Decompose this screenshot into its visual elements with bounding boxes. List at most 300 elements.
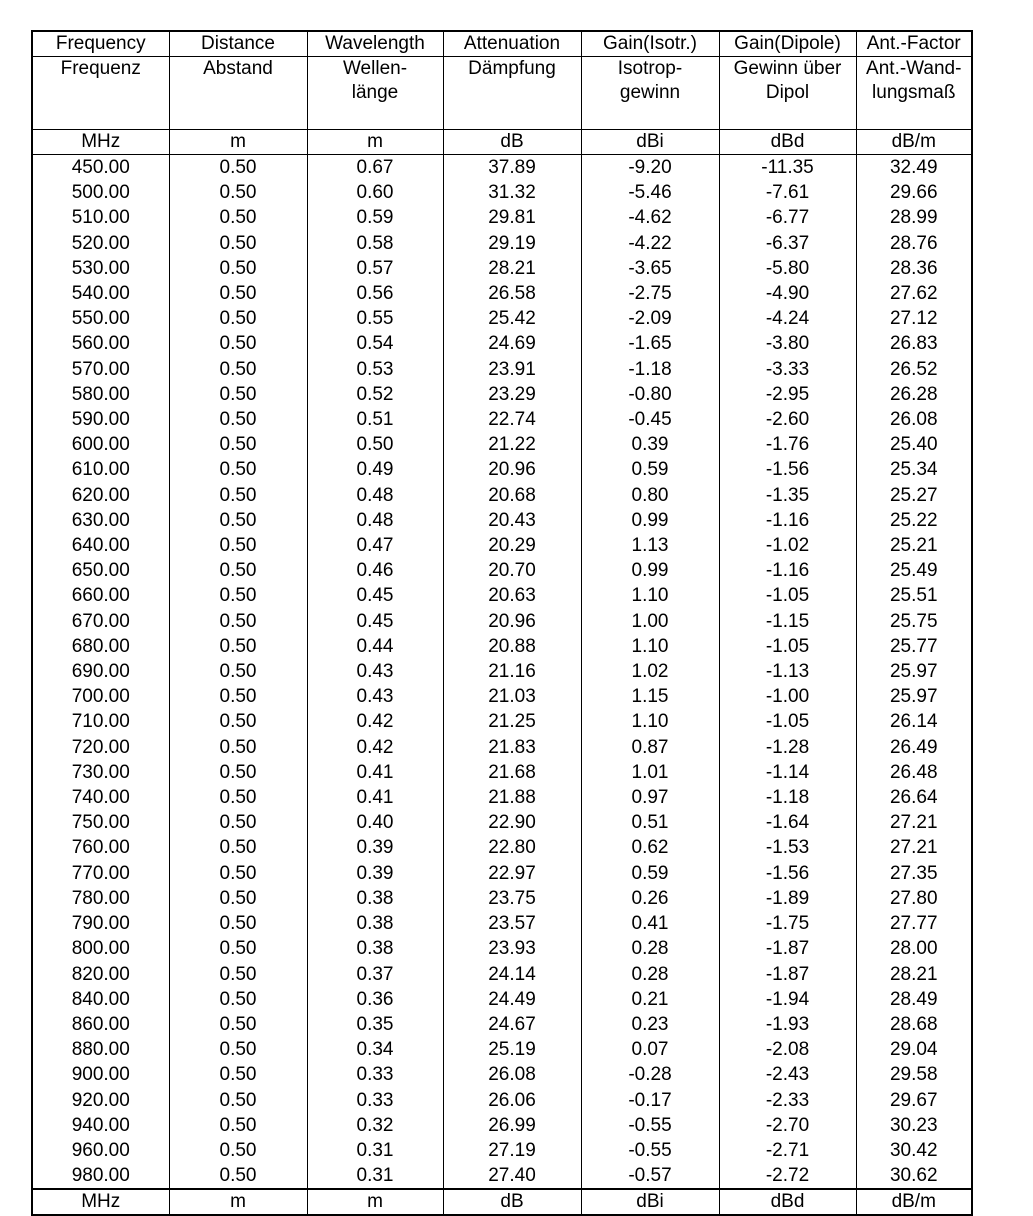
table-cell: -1.53	[719, 835, 856, 860]
table-cell: 23.91	[443, 357, 581, 382]
table-row	[33, 760, 971, 785]
table-cell: 900.00	[71, 1064, 130, 1086]
table-cell: 0.43	[307, 684, 443, 709]
table-cell: -1.56	[719, 861, 856, 886]
table-cell: 0.62	[581, 835, 719, 860]
table-row	[33, 432, 971, 457]
table-row	[33, 785, 971, 810]
table-cell: 1.02	[581, 659, 719, 684]
table-cell: 32.49	[856, 155, 971, 181]
table-cell: 0.50	[169, 684, 307, 709]
table-cell: 0.50	[169, 709, 307, 734]
column-header-german	[443, 57, 581, 130]
table-cell: 590.00	[71, 409, 130, 431]
table-cell: 820.00	[71, 963, 130, 985]
table-cell: 0.39	[307, 835, 443, 860]
table-cell: 640.00	[71, 535, 130, 557]
table-cell: -1.64	[719, 810, 856, 835]
table-cell: 0.28	[581, 936, 719, 961]
table-cell: 25.27	[856, 483, 971, 508]
unit-cell: m	[307, 1189, 443, 1214]
column-header-german	[307, 57, 443, 130]
table-cell: -2.33	[719, 1088, 856, 1113]
table-cell: -1.87	[719, 936, 856, 961]
column-header-german-line: gewinn	[619, 82, 681, 103]
table-cell: 0.50	[307, 432, 443, 457]
table-cell: -0.80	[581, 382, 719, 407]
unit-cell: dB/m	[856, 1189, 971, 1214]
table-cell: -1.89	[719, 886, 856, 911]
table-cell: -5.46	[581, 180, 719, 205]
table-cell: 24.67	[443, 1012, 581, 1037]
table-cell: 25.77	[856, 634, 971, 659]
table-cell: 0.50	[169, 1138, 307, 1163]
table-cell: 20.96	[443, 457, 581, 482]
table-cell: -2.43	[719, 1062, 856, 1087]
table-row	[33, 205, 971, 230]
table-cell: 650.00	[71, 560, 130, 582]
table-cell: -1.75	[719, 911, 856, 936]
column-header: Attenuation	[443, 32, 581, 57]
table-cell: 880.00	[71, 1039, 130, 1061]
table-row	[33, 861, 971, 886]
column-header-german-line: länge	[351, 82, 399, 103]
table-cell: 20.63	[443, 583, 581, 608]
unit-cell: dBd	[719, 1189, 856, 1214]
unit-cell: MHz	[33, 1189, 169, 1214]
table-cell: 0.47	[307, 533, 443, 558]
table-cell: 0.50	[169, 936, 307, 961]
table-cell: 29.66	[856, 180, 971, 205]
table-cell: 980.00	[71, 1165, 130, 1187]
table-cell: 0.43	[307, 659, 443, 684]
table-cell: 25.75	[856, 609, 971, 634]
table-cell: -7.61	[719, 180, 856, 205]
table-cell: 0.67	[307, 155, 443, 181]
table-cell: 0.39	[307, 861, 443, 886]
unit-cell: dBi	[581, 1189, 719, 1214]
table-cell: 29.19	[443, 231, 581, 256]
table-cell: 0.42	[307, 709, 443, 734]
table-cell: 0.50	[169, 735, 307, 760]
table-row	[33, 709, 971, 734]
table-cell: 500.00	[71, 182, 130, 204]
table-cell: 0.46	[307, 558, 443, 583]
table-cell: 960.00	[71, 1139, 130, 1161]
table-cell: 0.41	[581, 911, 719, 936]
table-cell: 1.10	[581, 709, 719, 734]
table-cell: -1.05	[719, 709, 856, 734]
table-row	[33, 533, 971, 558]
table-row	[33, 483, 971, 508]
table-cell: 0.80	[581, 483, 719, 508]
table-cell: 710.00	[71, 711, 130, 733]
table-cell: 28.76	[856, 231, 971, 256]
table-cell: 0.51	[581, 810, 719, 835]
table-cell: 20.43	[443, 508, 581, 533]
table-cell: 0.50	[169, 256, 307, 281]
table-cell: 940.00	[71, 1114, 130, 1136]
table-cell: 0.50	[169, 861, 307, 886]
table-cell: 0.50	[169, 583, 307, 608]
table-cell: 25.34	[856, 457, 971, 482]
table-cell: 0.50	[169, 281, 307, 306]
table-cell: 0.26	[581, 886, 719, 911]
table-cell: -1.00	[719, 684, 856, 709]
unit-cell: dBd	[719, 130, 856, 155]
table-cell: 27.21	[856, 810, 971, 835]
table-cell: 25.49	[856, 558, 971, 583]
table-cell: 0.50	[169, 785, 307, 810]
table-cell: 27.80	[856, 886, 971, 911]
table-cell: 1.10	[581, 583, 719, 608]
table-cell: -1.05	[719, 634, 856, 659]
table-cell: 0.50	[169, 911, 307, 936]
table-cell: 0.33	[307, 1088, 443, 1113]
column-header-german-line: Gewinn über	[733, 58, 842, 79]
table-cell: 21.03	[443, 684, 581, 709]
table-cell: 22.80	[443, 835, 581, 860]
table-cell: 0.50	[169, 609, 307, 634]
table-row	[33, 558, 971, 583]
table-cell: 26.28	[856, 382, 971, 407]
table-row	[33, 936, 971, 961]
table-cell: 800.00	[71, 938, 130, 960]
table-cell: 0.50	[169, 231, 307, 256]
table-cell: 0.49	[307, 457, 443, 482]
table-row	[33, 508, 971, 533]
table-cell: -1.87	[719, 962, 856, 987]
table-row	[33, 457, 971, 482]
table-cell: 0.50	[169, 1113, 307, 1138]
unit-cell: m	[169, 130, 307, 155]
table-cell: 530.00	[71, 257, 130, 279]
table-cell: 690.00	[71, 661, 130, 683]
column-header: Distance	[169, 32, 307, 57]
table-cell: 0.50	[169, 760, 307, 785]
table-cell: -1.35	[719, 483, 856, 508]
unit-cell: dBi	[581, 130, 719, 155]
table-cell: 28.00	[856, 936, 971, 961]
table-cell: 0.50	[169, 432, 307, 457]
table-row	[33, 331, 971, 356]
table-cell: 920.00	[71, 1089, 130, 1111]
table-cell: 680.00	[71, 635, 130, 657]
table-cell: 0.59	[581, 861, 719, 886]
table-cell: 0.50	[169, 306, 307, 331]
table-cell: 25.51	[856, 583, 971, 608]
table-cell: 510.00	[71, 207, 130, 229]
table-cell: -2.71	[719, 1138, 856, 1163]
table-cell: 0.07	[581, 1037, 719, 1062]
table-cell: -0.55	[581, 1113, 719, 1138]
table-cell: -1.65	[581, 331, 719, 356]
table-cell: 0.50	[169, 1062, 307, 1087]
table-row	[33, 407, 971, 432]
column-header-german	[581, 57, 719, 130]
table-cell: -2.72	[719, 1163, 856, 1189]
table-cell: 31.32	[443, 180, 581, 205]
table-cell: 0.50	[169, 382, 307, 407]
unit-cell: dB	[443, 130, 581, 155]
table-cell: 0.42	[307, 735, 443, 760]
table-row	[33, 382, 971, 407]
table-cell: 22.97	[443, 861, 581, 886]
table-cell: 0.50	[169, 810, 307, 835]
table-cell: 24.14	[443, 962, 581, 987]
table-row	[33, 1062, 971, 1087]
table-cell: -2.08	[719, 1037, 856, 1062]
table-cell: 0.55	[307, 306, 443, 331]
table-cell: -1.28	[719, 735, 856, 760]
table-cell: -1.16	[719, 508, 856, 533]
table-cell: 37.89	[443, 155, 581, 181]
table-cell: 21.83	[443, 735, 581, 760]
table-cell: -3.65	[581, 256, 719, 281]
table-cell: 0.50	[169, 886, 307, 911]
table-row	[33, 1138, 971, 1163]
table-cell: 0.56	[307, 281, 443, 306]
header-row-english	[33, 32, 971, 57]
table-cell: 570.00	[71, 358, 130, 380]
table-cell: -4.90	[719, 281, 856, 306]
table-row	[33, 306, 971, 331]
table-cell: 0.50	[169, 1012, 307, 1037]
table-cell: 0.50	[169, 659, 307, 684]
table-row	[33, 1088, 971, 1113]
table-cell: 26.64	[856, 785, 971, 810]
table-cell: 0.50	[169, 508, 307, 533]
table-cell: 20.96	[443, 609, 581, 634]
table-cell: 0.53	[307, 357, 443, 382]
table-cell: 28.68	[856, 1012, 971, 1037]
table-cell: 20.29	[443, 533, 581, 558]
table-cell: 0.50	[169, 835, 307, 860]
table-row	[33, 684, 971, 709]
column-header-german-line: Dipol	[765, 82, 810, 103]
table-row	[33, 256, 971, 281]
table-row	[33, 1037, 971, 1062]
table-cell: 0.50	[169, 357, 307, 382]
table-cell: -9.20	[581, 155, 719, 181]
table-cell: -0.17	[581, 1088, 719, 1113]
table-cell: 29.67	[856, 1088, 971, 1113]
table-row	[33, 962, 971, 987]
table-cell: 450.00	[71, 157, 130, 178]
table-cell: -4.22	[581, 231, 719, 256]
table-cell: 0.35	[307, 1012, 443, 1037]
table-cell: -0.57	[581, 1163, 719, 1189]
column-header-german	[33, 57, 169, 130]
table-cell: 0.37	[307, 962, 443, 987]
table-cell: 0.33	[307, 1062, 443, 1087]
table-row	[33, 281, 971, 306]
table-cell: -1.15	[719, 609, 856, 634]
table-cell: 20.88	[443, 634, 581, 659]
table-cell: -2.75	[581, 281, 719, 306]
table-cell: 1.01	[581, 760, 719, 785]
table-cell: 0.50	[169, 533, 307, 558]
antenna-calibration-table	[31, 30, 973, 1216]
table-cell: 24.49	[443, 987, 581, 1012]
table-cell: 0.87	[581, 735, 719, 760]
table-cell: 1.15	[581, 684, 719, 709]
table-cell: 30.42	[856, 1138, 971, 1163]
table-cell: 25.21	[856, 533, 971, 558]
column-header-german-line: Abstand	[203, 58, 273, 79]
table-cell: 610.00	[71, 459, 130, 481]
column-header-german	[719, 57, 856, 130]
unit-cell: MHz	[33, 130, 169, 155]
table-cell: 730.00	[71, 761, 130, 783]
table-cell: 0.50	[169, 962, 307, 987]
column-header-german-line: Frequenz	[60, 58, 141, 79]
table-cell: 0.40	[307, 810, 443, 835]
table-row	[33, 357, 971, 382]
table-cell: 26.83	[856, 331, 971, 356]
table-cell: 26.06	[443, 1088, 581, 1113]
table-cell: 0.50	[169, 987, 307, 1012]
table-cell: 0.99	[581, 558, 719, 583]
table-cell: 600.00	[71, 434, 130, 456]
table-cell: 0.50	[169, 457, 307, 482]
column-header-german-line: Ant.-Wand-	[866, 58, 962, 79]
column-header-german	[169, 57, 307, 130]
unit-cell: dB	[443, 1189, 581, 1214]
table-cell: 0.59	[581, 457, 719, 482]
column-header-german	[856, 57, 971, 130]
table-cell: -3.80	[719, 331, 856, 356]
table-row	[33, 835, 971, 860]
table-cell: 27.21	[856, 835, 971, 860]
table-cell: 0.54	[307, 331, 443, 356]
table-cell: 21.22	[443, 432, 581, 457]
table-cell: 750.00	[71, 812, 130, 834]
table-cell: 25.97	[856, 684, 971, 709]
table-cell: 0.38	[307, 886, 443, 911]
column-header-german-line: lungsmaß	[872, 82, 956, 103]
table-cell: 25.22	[856, 508, 971, 533]
unit-row-footer	[33, 1189, 971, 1214]
table-cell: 0.31	[307, 1163, 443, 1189]
unit-cell: m	[307, 130, 443, 155]
table-cell: -2.09	[581, 306, 719, 331]
table-cell: 21.25	[443, 709, 581, 734]
table-cell: 25.97	[856, 659, 971, 684]
unit-cell: m	[169, 1189, 307, 1214]
table-cell: -0.28	[581, 1062, 719, 1087]
column-header: Wavelength	[307, 32, 443, 57]
table-cell: 23.29	[443, 382, 581, 407]
table-row	[33, 180, 971, 205]
table-row	[33, 886, 971, 911]
table-cell: 0.28	[581, 962, 719, 987]
table-cell: 540.00	[71, 283, 130, 305]
table-row	[33, 911, 971, 936]
column-header: Frequency	[33, 32, 169, 57]
table-row	[33, 634, 971, 659]
table-cell: 0.41	[307, 760, 443, 785]
table-cell: 0.23	[581, 1012, 719, 1037]
table-cell: 1.10	[581, 634, 719, 659]
table-cell: 27.77	[856, 911, 971, 936]
table-cell: 790.00	[71, 913, 130, 935]
column-header-german-line: Dämpfung	[468, 58, 556, 79]
table-cell: 0.39	[581, 432, 719, 457]
table-cell: 0.97	[581, 785, 719, 810]
table-cell: 26.49	[856, 735, 971, 760]
table-cell: 28.49	[856, 987, 971, 1012]
table-cell: -1.93	[719, 1012, 856, 1037]
table-cell: 720.00	[71, 736, 130, 758]
table-cell: 0.60	[307, 180, 443, 205]
column-header: Gain(Isotr.)	[581, 32, 719, 57]
table-row	[33, 231, 971, 256]
table-cell: -1.56	[719, 457, 856, 482]
table-cell: 27.62	[856, 281, 971, 306]
table-cell: -1.02	[719, 533, 856, 558]
table-cell: -2.60	[719, 407, 856, 432]
table-cell: 0.36	[307, 987, 443, 1012]
table-cell: 0.48	[307, 483, 443, 508]
table-cell: 26.48	[856, 760, 971, 785]
table-cell: 21.88	[443, 785, 581, 810]
table-cell: 580.00	[71, 383, 130, 405]
table-cell: -4.62	[581, 205, 719, 230]
table-cell: 23.93	[443, 936, 581, 961]
table-cell: 0.50	[169, 407, 307, 432]
table-cell: 30.23	[856, 1113, 971, 1138]
table-cell: 25.19	[443, 1037, 581, 1062]
table-cell: 26.99	[443, 1113, 581, 1138]
header-row-german	[33, 57, 971, 130]
table-cell: 0.58	[307, 231, 443, 256]
table-cell: 840.00	[71, 988, 130, 1010]
table-cell: 0.50	[169, 634, 307, 659]
table-cell: 660.00	[71, 585, 130, 607]
table-cell: 0.38	[307, 911, 443, 936]
table-cell: -1.05	[719, 583, 856, 608]
unit-cell: dB/m	[856, 130, 971, 155]
table-row	[33, 987, 971, 1012]
table-cell: 780.00	[71, 887, 130, 909]
table-cell: 0.50	[169, 331, 307, 356]
column-header: Gain(Dipole)	[719, 32, 856, 57]
table-cell: -1.16	[719, 558, 856, 583]
table-cell: 0.48	[307, 508, 443, 533]
table-cell: 670.00	[71, 610, 130, 632]
table-cell: 26.14	[856, 709, 971, 734]
table-cell: 0.50	[169, 558, 307, 583]
table-cell: -1.76	[719, 432, 856, 457]
table-cell: 26.52	[856, 357, 971, 382]
table-cell: 26.08	[443, 1062, 581, 1087]
table-cell: 21.68	[443, 760, 581, 785]
table-cell: -0.45	[581, 407, 719, 432]
table-cell: 770.00	[71, 862, 130, 884]
table-cell: 0.50	[169, 1163, 307, 1189]
table-cell: 26.58	[443, 281, 581, 306]
table-cell: 0.51	[307, 407, 443, 432]
table-cell: -1.18	[581, 357, 719, 382]
table-cell: -1.18	[719, 785, 856, 810]
table-cell: 0.45	[307, 609, 443, 634]
table-cell: 0.45	[307, 583, 443, 608]
table-cell: -2.70	[719, 1113, 856, 1138]
table-cell: 0.44	[307, 634, 443, 659]
table-cell: 0.50	[169, 205, 307, 230]
column-header-german-line: Isotrop-	[617, 58, 683, 79]
